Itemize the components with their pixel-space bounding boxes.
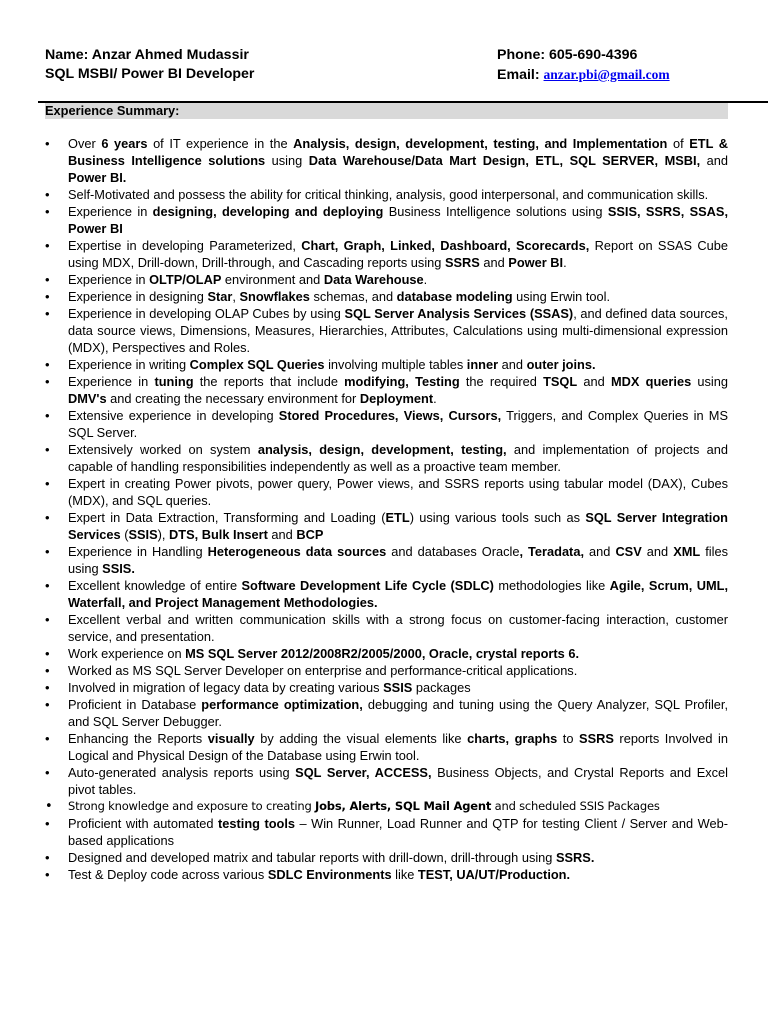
- text-run: Proficient in Database: [68, 697, 202, 712]
- experience-item: [45, 186, 728, 203]
- text-run: Experience in: [68, 374, 155, 389]
- text-run: Involved in migration of legacy data by creating various: [68, 680, 384, 695]
- bold-run: modifying, Testing: [344, 374, 460, 389]
- text-run: .: [433, 391, 437, 406]
- text-run: Test & Deploy code across various: [68, 867, 268, 882]
- experience-item: [45, 543, 728, 577]
- text-run: Extensively worked on system: [68, 442, 258, 457]
- experience-item: [45, 407, 728, 441]
- text-run: by adding the visual elements like: [254, 731, 468, 746]
- text-run: Worked as MS SQL Server Developer on enterprise and performance-critical applications.: [68, 663, 578, 678]
- bold-run: SQL Server Integration Services: [68, 510, 728, 542]
- bold-run: Power BI.: [68, 170, 127, 185]
- bold-run: SQL Server Analysis Services (SSAS): [344, 306, 574, 321]
- text-run: Expert in Data Extraction, Transforming and Loading (: [68, 510, 386, 525]
- text-run: and databases Oracle: [386, 544, 520, 559]
- text-run: methodologies like: [493, 578, 610, 593]
- bold-run: SSIS, SSRS, SSAS, Power BI: [68, 204, 729, 236]
- bold-run: MS SQL Server 2012/2008R2/2005/2000, Oracle, crystal reports 6.: [185, 646, 580, 661]
- text-run: ) using various tools such as: [409, 510, 586, 525]
- bold-run: OLTP/OLAP: [149, 272, 222, 287]
- bold-run: SSRS.: [555, 850, 595, 865]
- text-run: environment and: [221, 272, 324, 287]
- experience-item: [45, 441, 728, 475]
- bold-run: charts, graphs: [467, 731, 558, 746]
- text-run: Proficient with automated: [68, 816, 219, 831]
- bold-run: Chart, Graph, Linked, Dashboard, Scorecards,: [301, 238, 590, 253]
- bold-run: MDX queries: [611, 374, 692, 389]
- text-run: and scheduled SSIS Packages: [491, 799, 660, 813]
- bold-run: Analysis, design, development, testing, and Implementation: [293, 136, 668, 151]
- bold-run: SQL Server, ACCESS,: [295, 765, 432, 780]
- experience-item: [45, 764, 728, 798]
- text-run: Experience in designing: [68, 289, 208, 304]
- text-run: Expertise in developing Parameterized,: [68, 238, 302, 253]
- text-run: .: [423, 272, 428, 287]
- bold-run: SDLC Environments: [267, 867, 392, 882]
- text-run: Self-Motivated and possess the ability for critical thinking, analysis, good interpersonal, and communication skills.: [68, 187, 709, 202]
- text-run: Auto-generated analysis reports using: [68, 765, 296, 780]
- experience-item: [45, 662, 728, 679]
- bold-run: Deployment: [359, 391, 434, 406]
- bold-run: SSIS.: [102, 561, 135, 576]
- section-title: Experience Summary:: [45, 103, 728, 119]
- text-run: the required: [459, 374, 544, 389]
- bold-run: visually: [207, 731, 255, 746]
- text-run: packages: [412, 680, 471, 695]
- text-run: Experience in: [68, 272, 150, 287]
- bold-run: Snowflakes: [239, 289, 310, 304]
- text-run: Strong knowledge and exposure to creating: [68, 799, 316, 813]
- text-run: Enhancing the Reports: [68, 731, 208, 746]
- bold-run: TEST, UA/UT/Production.: [417, 867, 571, 882]
- bold-run: Data Warehouse/Data Mart Design, ETL, SQL SERVER, MSBI,: [308, 153, 701, 168]
- text-run: and: [584, 544, 616, 559]
- email-label: Email:: [497, 67, 544, 83]
- bold-run: Stored Procedures, Views, Cursors,: [278, 408, 502, 423]
- text-run: , and defined data sources, data source views, Dimensions, Measures, Hierarchies, Attributes, Calculations using multi-dimensional expression (MDX), Perspectives and Roles.: [68, 306, 728, 355]
- text-run: and: [498, 357, 527, 372]
- text-run: Triggers, and Complex Queries in MS SQL Server.: [68, 408, 728, 440]
- text-run: Report on SSAS Cube using MDX, Drill-down, Drill-through, and Cascading reports using: [68, 238, 728, 270]
- text-run: to: [557, 731, 580, 746]
- text-run: (: [120, 527, 129, 542]
- experience-item: [45, 696, 728, 730]
- text-run: and: [267, 527, 297, 542]
- bold-run: Agile, Scrum, UML, Waterfall, and Project Management Methodologies.: [68, 578, 728, 610]
- experience-item: [45, 356, 728, 373]
- text-run: Expert in creating Power pivots, power query, Power views, and SSRS reports using tabular model (DAX), Cubes (MDX), and SQL queries.: [68, 476, 728, 508]
- bold-run: performance optimization,: [201, 697, 363, 712]
- experience-item: [45, 305, 728, 356]
- bold-run: designing, developing and deploying: [152, 204, 384, 219]
- bold-run: ETL & Business Intelligence solutions: [68, 136, 728, 168]
- bold-run: analysis, design, development, testing,: [257, 442, 507, 457]
- text-run: – Win Runner, Load Runner and QTP for testing Client / Server and Web-based applications: [68, 816, 728, 848]
- candidate-name: Name: Anzar Ahmed Mudassir: [45, 47, 249, 63]
- experience-item: [45, 611, 728, 645]
- text-run: involving multiple tables: [324, 357, 467, 372]
- text-run: Designed and developed matrix and tabular reports with drill-down, drill-through using: [68, 850, 556, 865]
- bold-run: Power BI: [508, 255, 564, 270]
- bold-run: outer joins.: [526, 357, 596, 372]
- text-run: and implementation of projects and capable of handling responsibilities independently as well as a proactive team member.: [68, 442, 728, 474]
- experience-item: [45, 288, 728, 305]
- text-run: Experience in developing OLAP Cubes by using: [68, 306, 345, 321]
- bold-run: SSRS: [579, 731, 614, 746]
- bold-run: tuning: [154, 374, 194, 389]
- bold-run: Software Development Life Cycle (SDLC): [241, 578, 494, 593]
- experience-item: [45, 815, 728, 849]
- text-run: of: [667, 136, 690, 151]
- text-run: and: [577, 374, 611, 389]
- experience-item: [45, 679, 728, 696]
- bold-run: XML: [673, 544, 701, 559]
- bold-run: TSQL: [543, 374, 578, 389]
- experience-item: [45, 577, 728, 611]
- bold-run: SSIS: [128, 527, 158, 542]
- bold-run: Complex SQL Queries: [189, 357, 325, 372]
- text-run: and: [479, 255, 509, 270]
- resume-header: [45, 46, 735, 84]
- experience-item: [45, 849, 728, 866]
- text-run: and: [641, 544, 674, 559]
- text-run: Experience in writing: [68, 357, 190, 372]
- experience-item: [45, 271, 728, 288]
- text-run: like: [391, 867, 418, 882]
- email-link[interactable]: anzar.pbi@gmail.com: [543, 67, 670, 82]
- text-run: using: [691, 374, 729, 389]
- bold-run: Jobs, Alerts, SQL Mail Agent: [315, 799, 492, 813]
- text-run: Excellent knowledge of entire: [68, 578, 242, 593]
- text-run: .: [563, 255, 567, 270]
- bold-run: DTS, Bulk Insert: [169, 527, 268, 542]
- bold-run: Star: [207, 289, 233, 304]
- experience-item: [45, 509, 728, 543]
- text-run: using: [265, 153, 309, 168]
- bold-run: DMV's: [68, 391, 107, 406]
- bold-run: inner: [466, 357, 499, 372]
- experience-item: [45, 475, 728, 509]
- text-run: the reports that include: [193, 374, 345, 389]
- text-run: and creating the necessary environment for: [106, 391, 360, 406]
- text-run: Experience in Handling: [68, 544, 208, 559]
- text-run: ,: [232, 289, 240, 304]
- text-run: Experience in: [68, 204, 153, 219]
- experience-item: [45, 373, 728, 407]
- text-run: Business Objects, and Crystal Reports and Excel pivot tables.: [68, 765, 728, 797]
- experience-item: [45, 798, 728, 815]
- text-run: reports Involved in Logical and Physical Design of the Database using Erwin tool.: [68, 731, 728, 763]
- text-run: using Erwin tool.: [512, 289, 611, 304]
- text-run: Excellent verbal and written communication skills with a strong focus on customer-facing interaction, customer service, and presentation.: [68, 612, 728, 644]
- experience-item: [45, 730, 728, 764]
- bold-run: ETL: [385, 510, 410, 525]
- experience-list: [45, 135, 728, 883]
- phone-number: Phone: 605-690-4396: [497, 47, 638, 63]
- text-run: schemas, and: [309, 289, 397, 304]
- bold-run: Heterogeneous data sources: [207, 544, 387, 559]
- bold-run: Data Warehouse: [323, 272, 424, 287]
- experience-item: [45, 203, 728, 237]
- job-title: SQL MSBI/ Power BI Developer: [45, 66, 255, 82]
- text-run: Extensive experience in developing: [68, 408, 279, 423]
- text-run: debugging and tuning using the Query Analyzer, SQL Profiler, and SQL Server Debugger.: [68, 697, 729, 729]
- bold-run: SSIS: [383, 680, 413, 695]
- text-run: of IT experience in the: [147, 136, 294, 151]
- text-run: Over: [68, 136, 102, 151]
- bold-run: CSV: [615, 544, 642, 559]
- text-run: Business Intelligence solutions using: [383, 204, 608, 219]
- text-run: files using: [68, 544, 728, 576]
- bold-run: database modeling: [396, 289, 513, 304]
- experience-item: [45, 135, 728, 186]
- experience-item: [45, 866, 728, 883]
- bold-run: testing tools: [218, 816, 296, 831]
- text-run: and: [700, 153, 728, 168]
- bold-run: BCP: [296, 527, 324, 542]
- text-run: ),: [157, 527, 170, 542]
- bold-run: , Teradata,: [519, 544, 584, 559]
- bold-run: 6 years: [101, 136, 148, 151]
- experience-item: [45, 645, 728, 662]
- bold-run: SSRS: [444, 255, 480, 270]
- text-run: Work experience on: [68, 646, 186, 661]
- email-line: [497, 65, 670, 84]
- experience-item: [45, 237, 728, 271]
